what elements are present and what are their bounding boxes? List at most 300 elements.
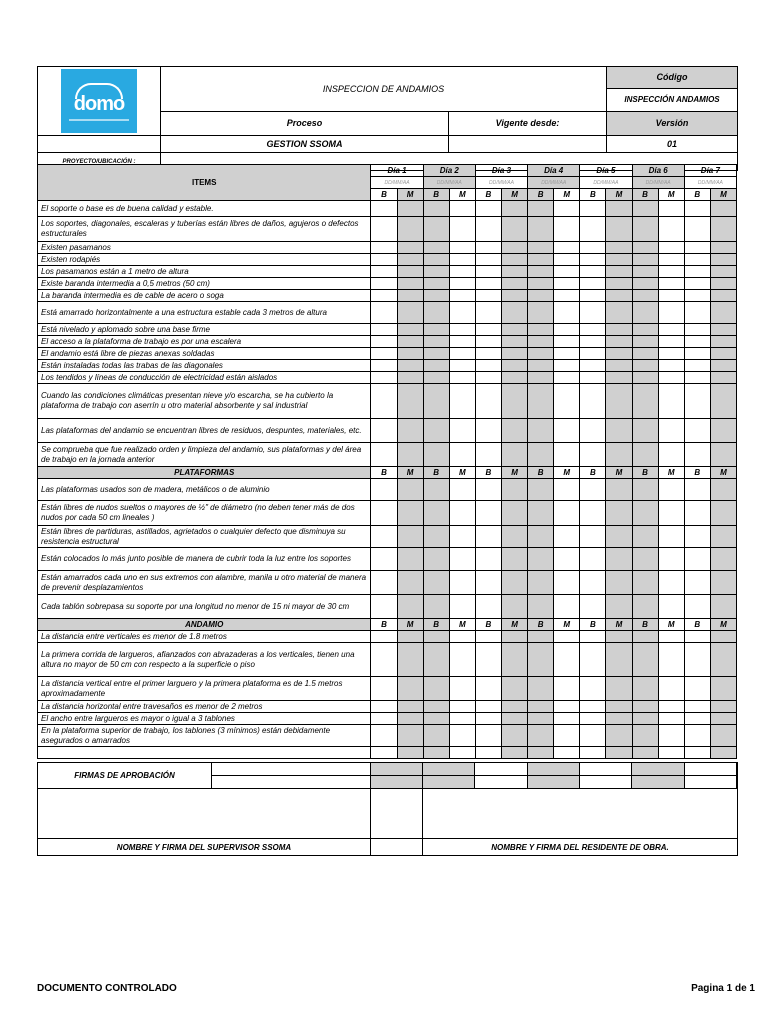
b-check-cell[interactable] [632,266,658,278]
m-check-cell[interactable] [710,643,736,677]
m-check-cell[interactable] [449,747,475,759]
m-check-cell[interactable] [554,302,580,324]
b-check-cell[interactable] [580,419,606,443]
m-check-cell[interactable] [710,701,736,713]
firmas-day-cell[interactable] [528,776,580,788]
b-check-cell[interactable] [475,631,501,643]
b-check-cell[interactable] [528,747,554,759]
b-check-cell[interactable] [580,348,606,360]
b-check-cell[interactable] [475,501,501,526]
m-check-cell[interactable] [501,595,527,619]
m-check-cell[interactable] [710,278,736,290]
m-check-cell[interactable] [710,419,736,443]
b-check-cell[interactable] [580,443,606,467]
b-check-cell[interactable] [684,631,710,643]
m-check-cell[interactable] [449,443,475,467]
firmas-day-cell[interactable] [423,763,475,775]
b-check-cell[interactable] [632,278,658,290]
b-check-cell[interactable] [371,278,397,290]
firmas-line-1[interactable] [212,763,371,776]
firmas-day-cell[interactable] [475,763,527,775]
m-check-cell[interactable] [658,217,684,242]
m-check-cell[interactable] [658,266,684,278]
b-check-cell[interactable] [423,725,449,747]
m-check-cell[interactable] [397,725,423,747]
day-2-date[interactable]: DD/MM/AA [423,177,475,189]
m-check-cell[interactable] [710,501,736,526]
b-check-cell[interactable] [528,548,554,571]
b-check-cell[interactable] [632,372,658,384]
day-4-date[interactable]: DD/MM/AA [528,177,580,189]
m-check-cell[interactable] [606,372,632,384]
m-check-cell[interactable] [710,348,736,360]
b-check-cell[interactable] [423,384,449,419]
b-check-cell[interactable] [528,501,554,526]
m-check-cell[interactable] [449,242,475,254]
m-check-cell[interactable] [710,302,736,324]
b-check-cell[interactable] [528,631,554,643]
b-check-cell[interactable] [632,324,658,336]
b-check-cell[interactable] [684,372,710,384]
b-check-cell[interactable] [632,725,658,747]
m-check-cell[interactable] [501,701,527,713]
b-check-cell[interactable] [371,372,397,384]
b-check-cell[interactable] [423,254,449,266]
b-check-cell[interactable] [528,242,554,254]
m-check-cell[interactable] [449,360,475,372]
m-check-cell[interactable] [449,324,475,336]
b-check-cell[interactable] [632,384,658,419]
b-check-cell[interactable] [423,278,449,290]
m-check-cell[interactable] [554,643,580,677]
m-check-cell[interactable] [710,360,736,372]
b-check-cell[interactable] [684,336,710,348]
m-check-cell[interactable] [658,242,684,254]
m-check-cell[interactable] [397,348,423,360]
b-check-cell[interactable] [475,419,501,443]
b-check-cell[interactable] [528,336,554,348]
m-check-cell[interactable] [554,384,580,419]
m-check-cell[interactable] [554,631,580,643]
b-check-cell[interactable] [371,360,397,372]
b-check-cell[interactable] [423,372,449,384]
b-check-cell[interactable] [684,348,710,360]
b-check-cell[interactable] [423,324,449,336]
b-check-cell[interactable] [632,419,658,443]
b-check-cell[interactable] [423,302,449,324]
b-check-cell[interactable] [475,336,501,348]
b-check-cell[interactable] [475,677,501,701]
b-check-cell[interactable] [475,443,501,467]
b-check-cell[interactable] [475,713,501,725]
m-check-cell[interactable] [449,725,475,747]
day-7-date[interactable]: DD/MM/AA [684,177,736,189]
b-check-cell[interactable] [475,595,501,619]
b-check-cell[interactable] [528,278,554,290]
m-check-cell[interactable] [449,290,475,302]
b-check-cell[interactable] [423,631,449,643]
firmas-day-cell[interactable] [580,763,632,775]
m-check-cell[interactable] [606,266,632,278]
m-check-cell[interactable] [658,290,684,302]
m-check-cell[interactable] [606,643,632,677]
b-check-cell[interactable] [684,595,710,619]
b-check-cell[interactable] [632,360,658,372]
m-check-cell[interactable] [449,595,475,619]
m-check-cell[interactable] [501,677,527,701]
b-check-cell[interactable] [580,548,606,571]
m-check-cell[interactable] [606,384,632,419]
b-check-cell[interactable] [423,713,449,725]
b-check-cell[interactable] [684,266,710,278]
m-check-cell[interactable] [449,548,475,571]
b-check-cell[interactable] [475,548,501,571]
b-check-cell[interactable] [580,360,606,372]
m-check-cell[interactable] [397,201,423,217]
m-check-cell[interactable] [501,725,527,747]
m-check-cell[interactable] [397,278,423,290]
m-check-cell[interactable] [397,372,423,384]
m-check-cell[interactable] [397,242,423,254]
m-check-cell[interactable] [658,384,684,419]
b-check-cell[interactable] [580,631,606,643]
b-check-cell[interactable] [632,443,658,467]
m-check-cell[interactable] [449,713,475,725]
b-check-cell[interactable] [684,725,710,747]
b-check-cell[interactable] [580,266,606,278]
m-check-cell[interactable] [449,526,475,548]
m-check-cell[interactable] [554,713,580,725]
b-check-cell[interactable] [528,384,554,419]
m-check-cell[interactable] [658,677,684,701]
b-check-cell[interactable] [371,384,397,419]
b-check-cell[interactable] [528,360,554,372]
m-check-cell[interactable] [658,443,684,467]
b-check-cell[interactable] [423,242,449,254]
m-check-cell[interactable] [710,443,736,467]
m-check-cell[interactable] [501,302,527,324]
m-check-cell[interactable] [397,266,423,278]
b-check-cell[interactable] [580,384,606,419]
m-check-cell[interactable] [397,643,423,677]
b-check-cell[interactable] [580,302,606,324]
b-check-cell[interactable] [632,479,658,501]
m-check-cell[interactable] [606,290,632,302]
m-check-cell[interactable] [501,526,527,548]
b-check-cell[interactable] [528,302,554,324]
b-check-cell[interactable] [475,643,501,677]
b-check-cell[interactable] [684,242,710,254]
firmas-day-cell[interactable] [580,776,632,788]
m-check-cell[interactable] [554,701,580,713]
m-check-cell[interactable] [449,348,475,360]
m-check-cell[interactable] [554,348,580,360]
m-check-cell[interactable] [397,548,423,571]
m-check-cell[interactable] [606,631,632,643]
b-check-cell[interactable] [580,254,606,266]
b-check-cell[interactable] [528,571,554,595]
m-check-cell[interactable] [658,302,684,324]
m-check-cell[interactable] [449,254,475,266]
b-check-cell[interactable] [528,443,554,467]
b-check-cell[interactable] [371,290,397,302]
m-check-cell[interactable] [554,419,580,443]
b-check-cell[interactable] [684,302,710,324]
m-check-cell[interactable] [397,302,423,324]
m-check-cell[interactable] [449,217,475,242]
b-check-cell[interactable] [423,290,449,302]
m-check-cell[interactable] [501,201,527,217]
m-check-cell[interactable] [501,290,527,302]
b-check-cell[interactable] [580,701,606,713]
day-1-date[interactable]: DD/MM/AA [371,177,423,189]
m-check-cell[interactable] [710,336,736,348]
m-check-cell[interactable] [658,201,684,217]
m-check-cell[interactable] [449,372,475,384]
m-check-cell[interactable] [501,419,527,443]
m-check-cell[interactable] [449,302,475,324]
b-check-cell[interactable] [475,324,501,336]
m-check-cell[interactable] [658,348,684,360]
m-check-cell[interactable] [449,677,475,701]
firmas-day-cell[interactable] [475,776,527,788]
b-check-cell[interactable] [371,324,397,336]
b-check-cell[interactable] [371,677,397,701]
m-check-cell[interactable] [658,324,684,336]
b-check-cell[interactable] [632,348,658,360]
b-check-cell[interactable] [475,242,501,254]
b-check-cell[interactable] [528,595,554,619]
m-check-cell[interactable] [710,266,736,278]
m-check-cell[interactable] [710,747,736,759]
b-check-cell[interactable] [684,278,710,290]
b-check-cell[interactable] [371,713,397,725]
b-check-cell[interactable] [528,725,554,747]
m-check-cell[interactable] [397,336,423,348]
b-check-cell[interactable] [528,643,554,677]
b-check-cell[interactable] [684,217,710,242]
m-check-cell[interactable] [606,747,632,759]
m-check-cell[interactable] [501,571,527,595]
b-check-cell[interactable] [371,595,397,619]
m-check-cell[interactable] [449,631,475,643]
b-check-cell[interactable] [684,643,710,677]
m-check-cell[interactable] [397,217,423,242]
b-check-cell[interactable] [580,324,606,336]
m-check-cell[interactable] [658,595,684,619]
m-check-cell[interactable] [658,713,684,725]
m-check-cell[interactable] [606,595,632,619]
m-check-cell[interactable] [554,324,580,336]
b-check-cell[interactable] [371,725,397,747]
m-check-cell[interactable] [449,278,475,290]
m-check-cell[interactable] [554,336,580,348]
m-check-cell[interactable] [710,479,736,501]
m-check-cell[interactable] [501,217,527,242]
m-check-cell[interactable] [606,242,632,254]
b-check-cell[interactable] [423,217,449,242]
b-check-cell[interactable] [371,242,397,254]
m-check-cell[interactable] [397,290,423,302]
m-check-cell[interactable] [501,631,527,643]
b-check-cell[interactable] [580,372,606,384]
m-check-cell[interactable] [658,631,684,643]
m-check-cell[interactable] [397,324,423,336]
b-check-cell[interactable] [528,701,554,713]
b-check-cell[interactable] [475,747,501,759]
m-check-cell[interactable] [658,548,684,571]
b-check-cell[interactable] [528,677,554,701]
m-check-cell[interactable] [449,419,475,443]
b-check-cell[interactable] [423,201,449,217]
m-check-cell[interactable] [554,747,580,759]
b-check-cell[interactable] [371,643,397,677]
b-check-cell[interactable] [580,713,606,725]
m-check-cell[interactable] [710,725,736,747]
m-check-cell[interactable] [449,266,475,278]
b-check-cell[interactable] [475,201,501,217]
m-check-cell[interactable] [554,548,580,571]
m-check-cell[interactable] [710,571,736,595]
b-check-cell[interactable] [632,677,658,701]
m-check-cell[interactable] [710,713,736,725]
m-check-cell[interactable] [554,595,580,619]
b-check-cell[interactable] [580,526,606,548]
b-check-cell[interactable] [580,242,606,254]
b-check-cell[interactable] [580,479,606,501]
m-check-cell[interactable] [710,548,736,571]
b-check-cell[interactable] [528,324,554,336]
m-check-cell[interactable] [606,677,632,701]
firmas-day-cell[interactable] [632,776,684,788]
b-check-cell[interactable] [371,336,397,348]
b-check-cell[interactable] [371,419,397,443]
m-check-cell[interactable] [501,336,527,348]
b-check-cell[interactable] [475,725,501,747]
m-check-cell[interactable] [606,302,632,324]
b-check-cell[interactable] [528,419,554,443]
m-check-cell[interactable] [710,290,736,302]
b-check-cell[interactable] [580,278,606,290]
b-check-cell[interactable] [475,266,501,278]
m-check-cell[interactable] [397,501,423,526]
m-check-cell[interactable] [449,479,475,501]
m-check-cell[interactable] [501,643,527,677]
m-check-cell[interactable] [606,571,632,595]
m-check-cell[interactable] [554,290,580,302]
b-check-cell[interactable] [423,595,449,619]
m-check-cell[interactable] [397,747,423,759]
b-check-cell[interactable] [528,201,554,217]
m-check-cell[interactable] [658,278,684,290]
b-check-cell[interactable] [423,526,449,548]
b-check-cell[interactable] [423,419,449,443]
b-check-cell[interactable] [371,302,397,324]
b-check-cell[interactable] [371,201,397,217]
m-check-cell[interactable] [658,501,684,526]
firmas-day-cell[interactable] [685,763,737,775]
m-check-cell[interactable] [554,526,580,548]
b-check-cell[interactable] [684,501,710,526]
b-check-cell[interactable] [423,336,449,348]
b-check-cell[interactable] [528,217,554,242]
firmas-line-2[interactable] [212,776,371,789]
b-check-cell[interactable] [580,501,606,526]
m-check-cell[interactable] [710,254,736,266]
b-check-cell[interactable] [423,701,449,713]
m-check-cell[interactable] [449,571,475,595]
m-check-cell[interactable] [710,631,736,643]
b-check-cell[interactable] [580,336,606,348]
m-check-cell[interactable] [501,443,527,467]
m-check-cell[interactable] [554,201,580,217]
m-check-cell[interactable] [710,324,736,336]
b-check-cell[interactable] [423,479,449,501]
b-check-cell[interactable] [423,747,449,759]
b-check-cell[interactable] [475,254,501,266]
m-check-cell[interactable] [606,713,632,725]
m-check-cell[interactable] [606,336,632,348]
b-check-cell[interactable] [684,443,710,467]
m-check-cell[interactable] [501,278,527,290]
m-check-cell[interactable] [501,360,527,372]
b-check-cell[interactable] [684,201,710,217]
b-check-cell[interactable] [632,595,658,619]
b-check-cell[interactable] [632,254,658,266]
b-check-cell[interactable] [475,360,501,372]
firmas-day-cell[interactable] [632,763,684,775]
b-check-cell[interactable] [475,571,501,595]
b-check-cell[interactable] [371,348,397,360]
b-check-cell[interactable] [632,548,658,571]
b-check-cell[interactable] [475,526,501,548]
b-check-cell[interactable] [580,677,606,701]
m-check-cell[interactable] [501,266,527,278]
m-check-cell[interactable] [397,479,423,501]
residente-signature-area[interactable] [423,789,738,839]
b-check-cell[interactable] [684,324,710,336]
m-check-cell[interactable] [501,242,527,254]
m-check-cell[interactable] [397,254,423,266]
b-check-cell[interactable] [684,713,710,725]
m-check-cell[interactable] [554,360,580,372]
m-check-cell[interactable] [554,217,580,242]
b-check-cell[interactable] [423,571,449,595]
firmas-day-cell[interactable] [528,763,580,775]
m-check-cell[interactable] [554,571,580,595]
b-check-cell[interactable] [475,278,501,290]
b-check-cell[interactable] [580,290,606,302]
m-check-cell[interactable] [710,595,736,619]
m-check-cell[interactable] [554,479,580,501]
m-check-cell[interactable] [606,701,632,713]
m-check-cell[interactable] [554,725,580,747]
m-check-cell[interactable] [501,254,527,266]
b-check-cell[interactable] [632,242,658,254]
m-check-cell[interactable] [658,372,684,384]
m-check-cell[interactable] [606,348,632,360]
m-check-cell[interactable] [658,643,684,677]
m-check-cell[interactable] [554,677,580,701]
b-check-cell[interactable] [475,701,501,713]
supervisor-signature-area[interactable] [38,789,371,839]
m-check-cell[interactable] [606,201,632,217]
b-check-cell[interactable] [423,443,449,467]
b-check-cell[interactable] [371,501,397,526]
b-check-cell[interactable] [528,266,554,278]
b-check-cell[interactable] [684,747,710,759]
b-check-cell[interactable] [528,479,554,501]
